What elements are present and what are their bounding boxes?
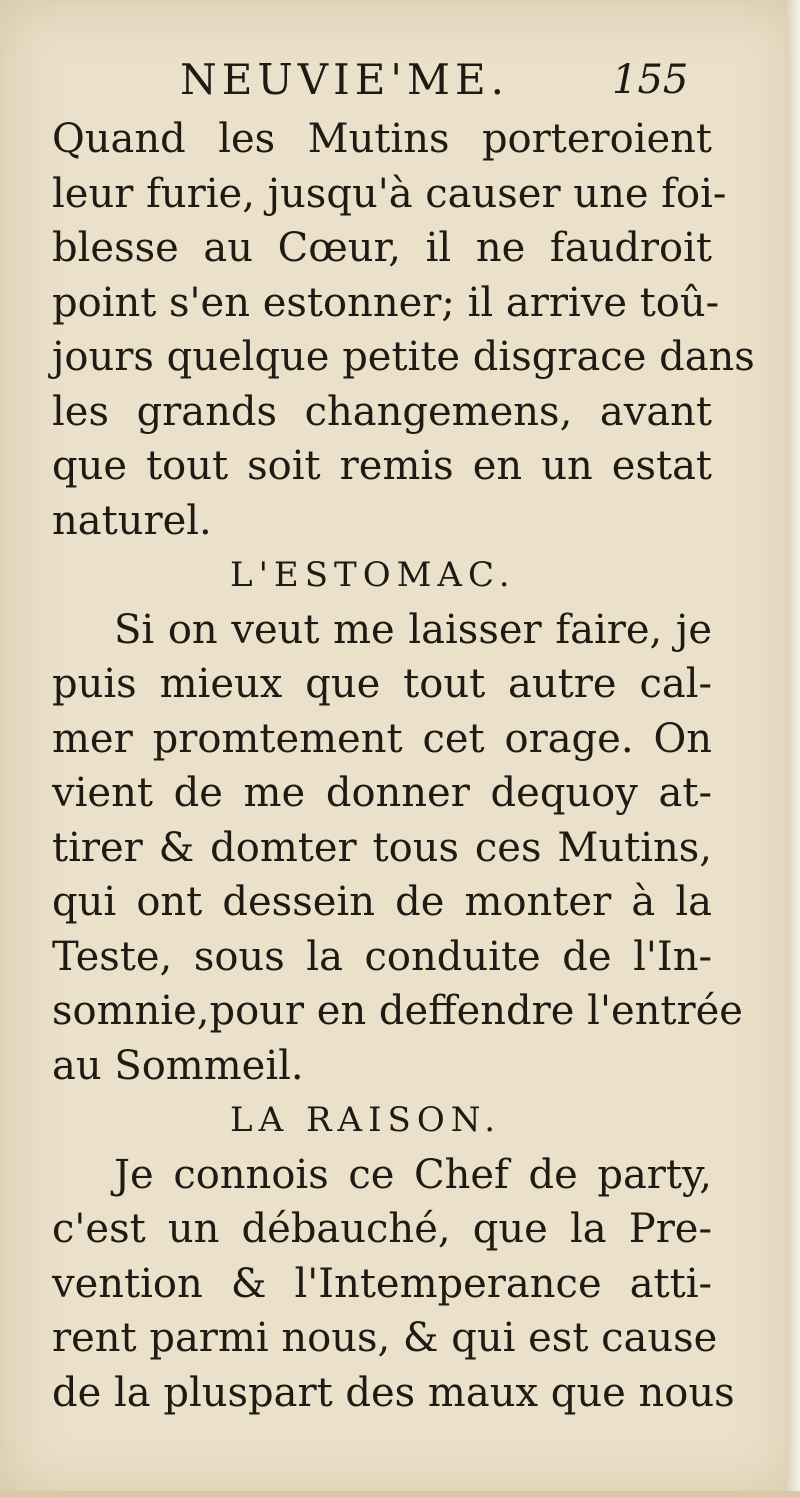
- text-line: au Sommeil.: [52, 1042, 304, 1089]
- text-line: que tout soit remis en un estat: [52, 443, 712, 489]
- text-line: point s'en estonner; il arrive toû-: [52, 279, 720, 326]
- text-line: vention & l'Intemperance atti-: [52, 1260, 712, 1307]
- speaker-heading-estomac: L'ESTOMAC.: [230, 555, 516, 595]
- text-line: mer promtement cet orage. On: [52, 715, 712, 762]
- text-line: Je connois ce Chef de party,: [114, 1151, 712, 1198]
- text-line: de la pluspart des maux que nous: [52, 1369, 735, 1416]
- text-line: leur furie, jusqu'à causer une foi-: [52, 170, 727, 217]
- text-line: rent parmi nous, & qui est cause: [52, 1315, 718, 1361]
- page-number: 155: [612, 57, 689, 103]
- page-text: [52, 112, 755, 1420]
- text-line: tirer & domter tous ces Mutins,: [52, 824, 712, 871]
- page-edge-bottom: [0, 1491, 800, 1497]
- text-line: Teste, sous la conduite de l'In-: [52, 933, 712, 980]
- text-line: Quand les Mutins porteroient: [52, 116, 712, 162]
- text-line: vient de me donner dequoy at-: [52, 770, 712, 816]
- text-line: puis mieux que tout autre cal-: [52, 661, 712, 707]
- page-edge-right: [786, 0, 800, 1497]
- text-line: blesse au Cœur, il ne faudroit: [52, 225, 712, 271]
- text-line: qui ont dessein de monter à la: [52, 879, 712, 925]
- page-header: [0, 52, 800, 108]
- speaker-heading-raison: LA RAISON.: [230, 1100, 502, 1140]
- text-line: jours quelque petite disgrace dans: [52, 334, 755, 380]
- text-line: naturel.: [52, 497, 212, 544]
- text-line: Si on veut me laisser faire, je: [114, 606, 712, 653]
- text-line: c'est un débauché, que la Pre-: [52, 1206, 712, 1252]
- text-line: somnie,pour en deffendre l'entrée: [52, 988, 743, 1034]
- text-line: les grands changemens, avant: [52, 388, 712, 435]
- running-head: NEUVIE'ME.: [180, 55, 509, 104]
